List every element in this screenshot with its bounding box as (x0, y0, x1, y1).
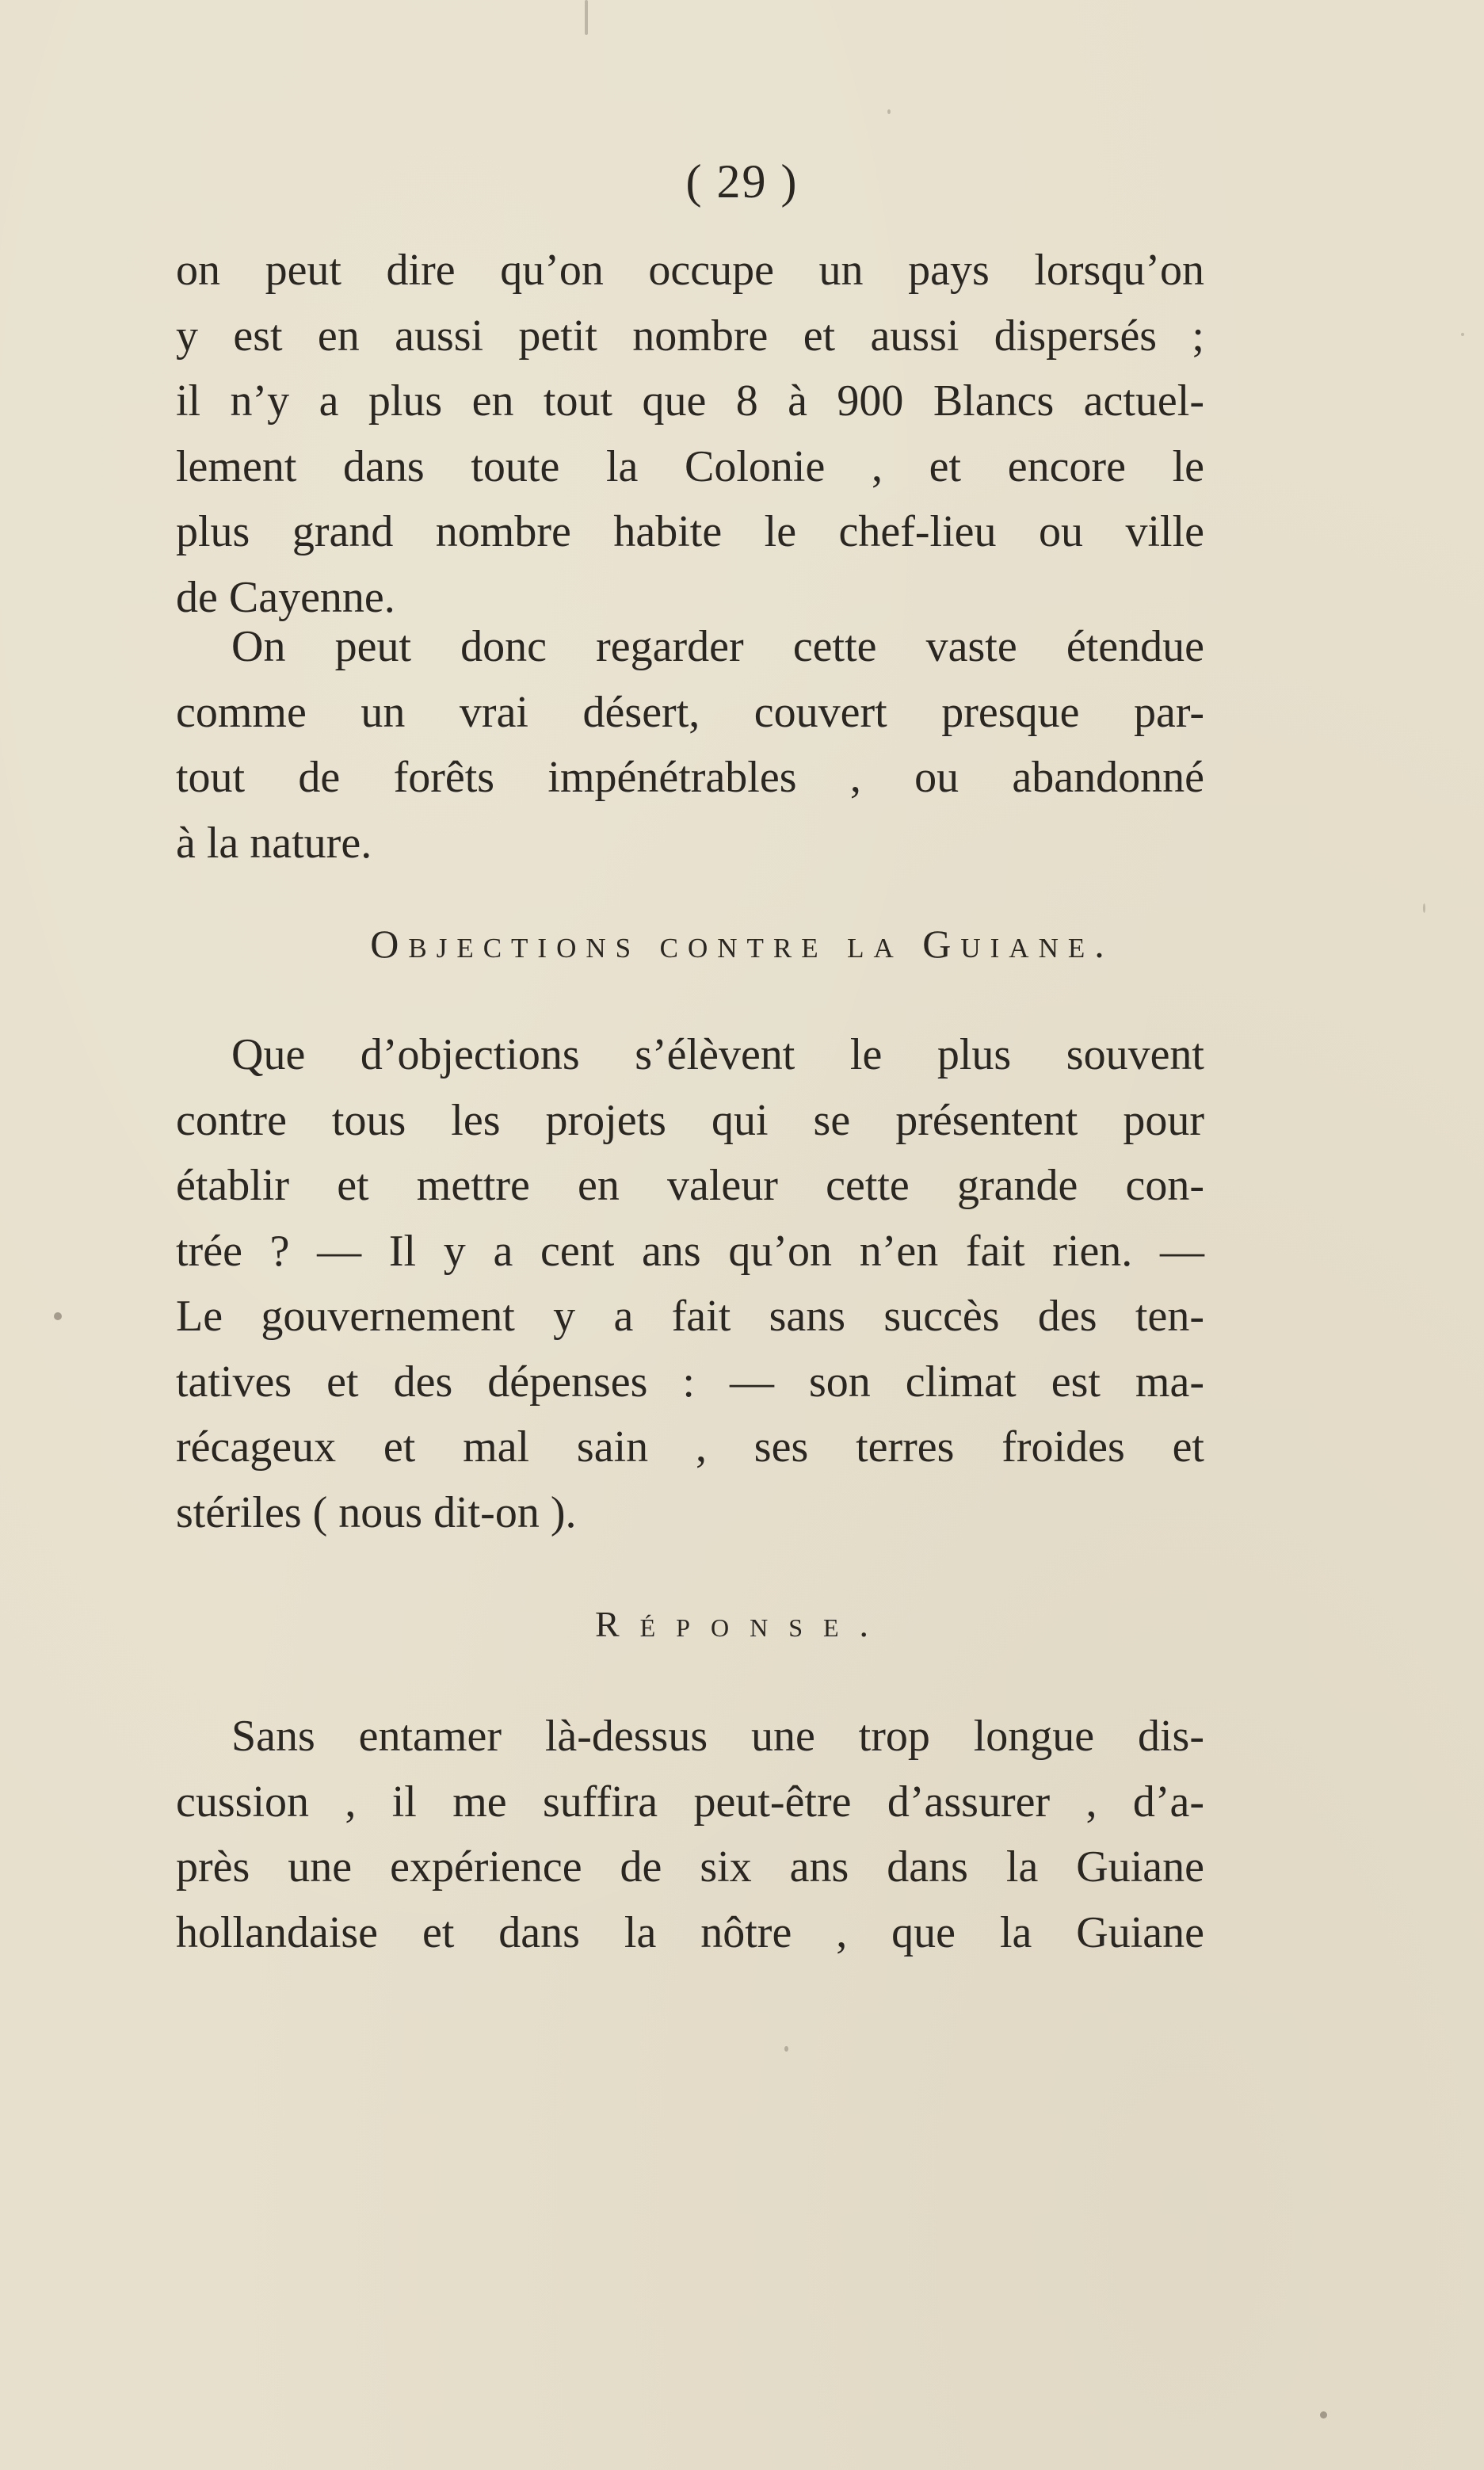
paragraph-1 (176, 238, 1204, 630)
section-heading-objections: Objections contre la Guiane. (370, 922, 1114, 966)
paragraph-reponse (176, 1704, 1204, 1965)
speck (887, 109, 891, 114)
text-line: récageux et mal sain , ses terres froides et (176, 1422, 1204, 1472)
paragraph-objections (176, 1022, 1204, 1545)
text-line: tatives et des dépenses : — son climat est ma- (176, 1357, 1204, 1407)
text-line: établir et mettre en valeur cette grande con- (176, 1161, 1204, 1210)
text-line: de Cayenne. (176, 572, 395, 622)
speck (585, 0, 588, 35)
text-line: plus grand nombre habite le chef-lieu ou ville (176, 507, 1204, 556)
text-line: on peut dire qu’on occupe un pays lorsqu’on (176, 246, 1204, 295)
paragraph-2 (176, 614, 1204, 876)
text-line: il n’y a plus en tout que 8 à 900 Blancs actuel- (176, 376, 1204, 426)
text-line: lement dans toute la Colonie , et encore le (176, 441, 1204, 491)
text-line: à la nature. (176, 818, 372, 868)
text-line: Le gouvernement y a fait sans succès des ten- (176, 1292, 1204, 1341)
text-line: hollandaise et dans la nôtre , que la Guiane (176, 1907, 1204, 1957)
speck (54, 1312, 62, 1320)
text-line: cussion , il me suffira peut-être d’assurer , d’a- (176, 1777, 1204, 1827)
speck (1320, 2411, 1327, 2418)
speck (1423, 903, 1425, 913)
text-line: comme un vrai désert, couvert presque par- (176, 687, 1204, 737)
text-line: On peut donc regarder cette vaste étendue (231, 622, 1204, 671)
text-line: trée ? — Il y a cent ans qu’on n’en fait rien. — (176, 1226, 1204, 1276)
text-line: y est en aussi petit nombre et aussi dispersés ; (176, 311, 1204, 361)
text-line: Sans entamer là-dessus une trop longue dis- (231, 1712, 1204, 1761)
page-number: ( 29 ) (685, 155, 799, 208)
text-line: près une expérience de six ans dans la Guiane (176, 1842, 1204, 1892)
text-line: Que d’objections s’élèvent le plus souvent (231, 1030, 1204, 1079)
text-line: stériles ( nous dit-on ). (176, 1487, 577, 1537)
text-line: tout de forêts impénétrables , ou abandonné (176, 753, 1204, 802)
section-heading-reponse: Réponse. (594, 1604, 890, 1644)
speck (784, 2046, 788, 2052)
text-line: contre tous les projets qui se présentent pour (176, 1095, 1204, 1145)
speck (1461, 333, 1464, 336)
